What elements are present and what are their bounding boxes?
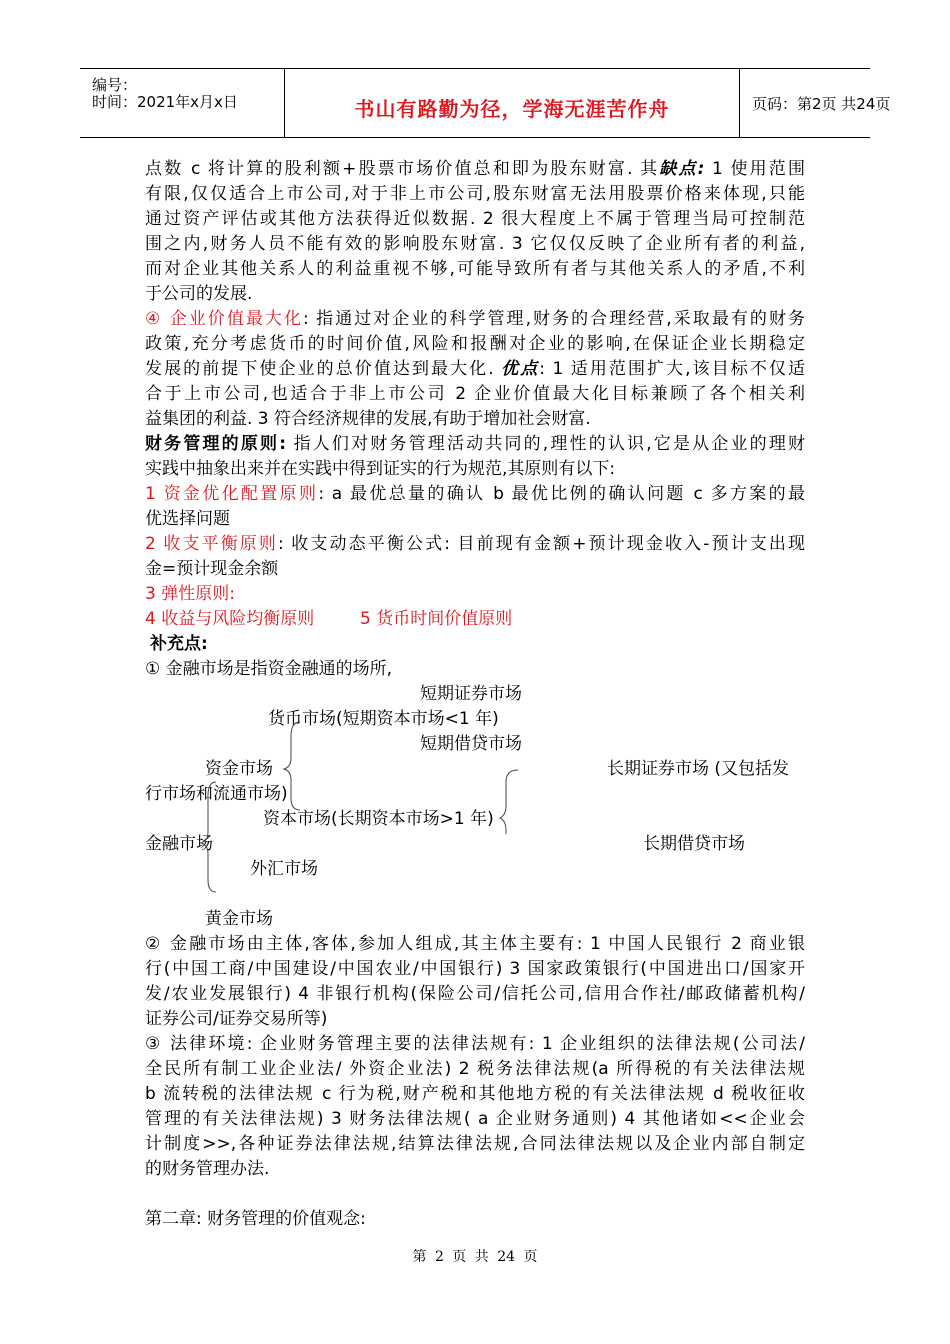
body-line: 的财务管理办法. <box>145 1159 270 1179</box>
tree-node-long-securities: 长期证券市场 (又包括发 <box>607 759 790 779</box>
heading-enterprise-value: ④ 企业价值最大化 <box>145 309 303 329</box>
body-line: 优选择问题 <box>145 509 230 529</box>
body-line: 围之内,财务人员不能有效的影响股东财富. 3 它仅仅反映了企业所有者的利益, <box>145 234 805 254</box>
body-line: 合于上市公司,也适合于非上市公司 2 企业价值最大化目标兼顾了各个相关利 <box>145 384 805 404</box>
tree-node-fund-market: 资金市场 <box>205 759 273 779</box>
doc-date-label: 时间：2021年x月x日 <box>92 93 238 111</box>
body-line: 政策,充分考虑货币的时间价值,风险和报酬对企业的影响,在保证企业长期稳定 <box>145 334 805 354</box>
body-line: 财务管理的原则: 指人们对财务管理活动共同的,理性的认识,它是从企业的理财 <box>145 434 805 454</box>
principle-3: 3 弹性原则: <box>145 584 235 604</box>
body-line: 计制度>>,各种证券法律法规,结算法律法规,合同法律法规以及企业内部自制定 <box>145 1134 805 1154</box>
tree-node-financial-market: 金融市场 <box>145 834 213 854</box>
body-line: 发/农业发展银行) 4 非银行机构(保险公司/信托公司,信用合作社/邮政储蓄机构/ <box>145 984 805 1004</box>
tree-node-short-securities: 短期证券市场 <box>420 684 522 704</box>
body-line: b 流转税的法律法规 c 行为税,财产税和其他地方税的有关法律法规 d 税收征收 <box>145 1084 805 1104</box>
body-line: 全民所有制工业企业法/ 外资企业法) 2 税务法律法规(a 所得税的有关法律法规 <box>145 1059 805 1079</box>
body-line: 行(中国工商/中国建设/中国农业/中国银行) 3 国家政策银行(中国进出口/国家开 <box>145 959 805 979</box>
body-line: 实践中抽象出来并在实践中得到证实的行为规范,其原则有以下: <box>145 459 616 479</box>
body-line: ① 金融市场是指资金融通的场所, <box>145 659 393 679</box>
body-line: 有限,仅仅适合上市公司,对于非上市公司,股东财富无法用股票价格来体现,只能 <box>145 184 805 204</box>
brace-capital-market <box>500 770 518 834</box>
header-motto: 书山有路勤为径，学海无涯苦作舟 <box>354 97 670 121</box>
body-line: 证券公司/证券交易所等) <box>145 1009 328 1029</box>
brace-money-market <box>284 722 300 810</box>
tree-node-money-market: 货币市场(短期资本市场<1 年) <box>268 709 499 729</box>
tree-node-gold-market: 黄金市场 <box>205 909 273 929</box>
principle-4: 4 收益与风险均衡原则 <box>145 609 315 629</box>
tree-node-capital-market: 资本市场(长期资本市场>1 年) <box>263 809 494 829</box>
header-page-info: 页码：第2页 共24页 <box>752 95 891 113</box>
supplement-title: 补充点: <box>150 634 208 654</box>
body-line: 发展的前提下使企业的总价值达到最大化. 优点: 1 适用范围扩大,该目标不仅适 <box>145 359 805 379</box>
brace-financial-market <box>201 782 216 892</box>
chapter-heading: 第二章: 财务管理的价值观念: <box>145 1209 366 1229</box>
principle-1: 1 资金优化配置原则 <box>145 484 319 504</box>
body-line: ④ 企业价值最大化: 指通过对企业的科学管理,财务的合理经营,采取最有的财务 <box>145 309 805 329</box>
body-line: 通过资产评估或其他方法获得近似数据. 2 很大程度上不属于管理当局可控制范 <box>145 209 805 229</box>
heading-principles: 财务管理的原则: <box>145 434 286 454</box>
body-line: ③ 法律环境: 企业财务管理主要的法律法规有: 1 企业组织的法律法规(公司法/ <box>145 1034 805 1054</box>
principle-2: 2 收支平衡原则 <box>145 534 279 554</box>
tree-node-long-securities-cont: 行市场和流通市场) <box>145 784 288 804</box>
body-line: 金=预计现金余额 <box>145 559 279 579</box>
body-line: 点数 c 将计算的股利额+股票市场价值总和即为股东财富. 其缺点: 1 使用范围 <box>145 159 805 179</box>
tree-node-long-loans: 长期借贷市场 <box>643 834 745 854</box>
tree-node-short-loans: 短期借贷市场 <box>420 734 522 754</box>
body-line: ② 金融市场由主体,客体,参加人组成,其主体主要有: 1 中国人民银行 2 商业银 <box>145 934 805 954</box>
body-line: 2 收支平衡原则: 收支动态平衡公式: 目前现有金额+预计现金收入-预计支出现 <box>145 534 805 554</box>
body-line: 于公司的发展. <box>145 284 253 304</box>
page-footer: 第 2 页 共 24 页 <box>412 1249 538 1265</box>
body-line: 1 资金优化配置原则: a 最优总量的确认 b 最优比例的确认问题 c 多方案的最 <box>145 484 805 504</box>
principle-5: 5 货币时间价值原则 <box>360 609 513 629</box>
tree-node-fx-market: 外汇市场 <box>250 859 318 879</box>
body-line: 而对企业其他关系人的利益重视不够,可能导致所有者与其他关系人的矛盾,不利 <box>145 259 805 279</box>
body-line: 益集团的利益. 3 符合经济规律的发展,有助于增加社会财富. <box>145 409 591 429</box>
body-line: 管理的有关法律法规) 3 财务法律法规( a 企业财务通则) 4 其他诸如<<企业会 <box>145 1109 805 1129</box>
doc-number-label: 编号： <box>92 76 138 94</box>
